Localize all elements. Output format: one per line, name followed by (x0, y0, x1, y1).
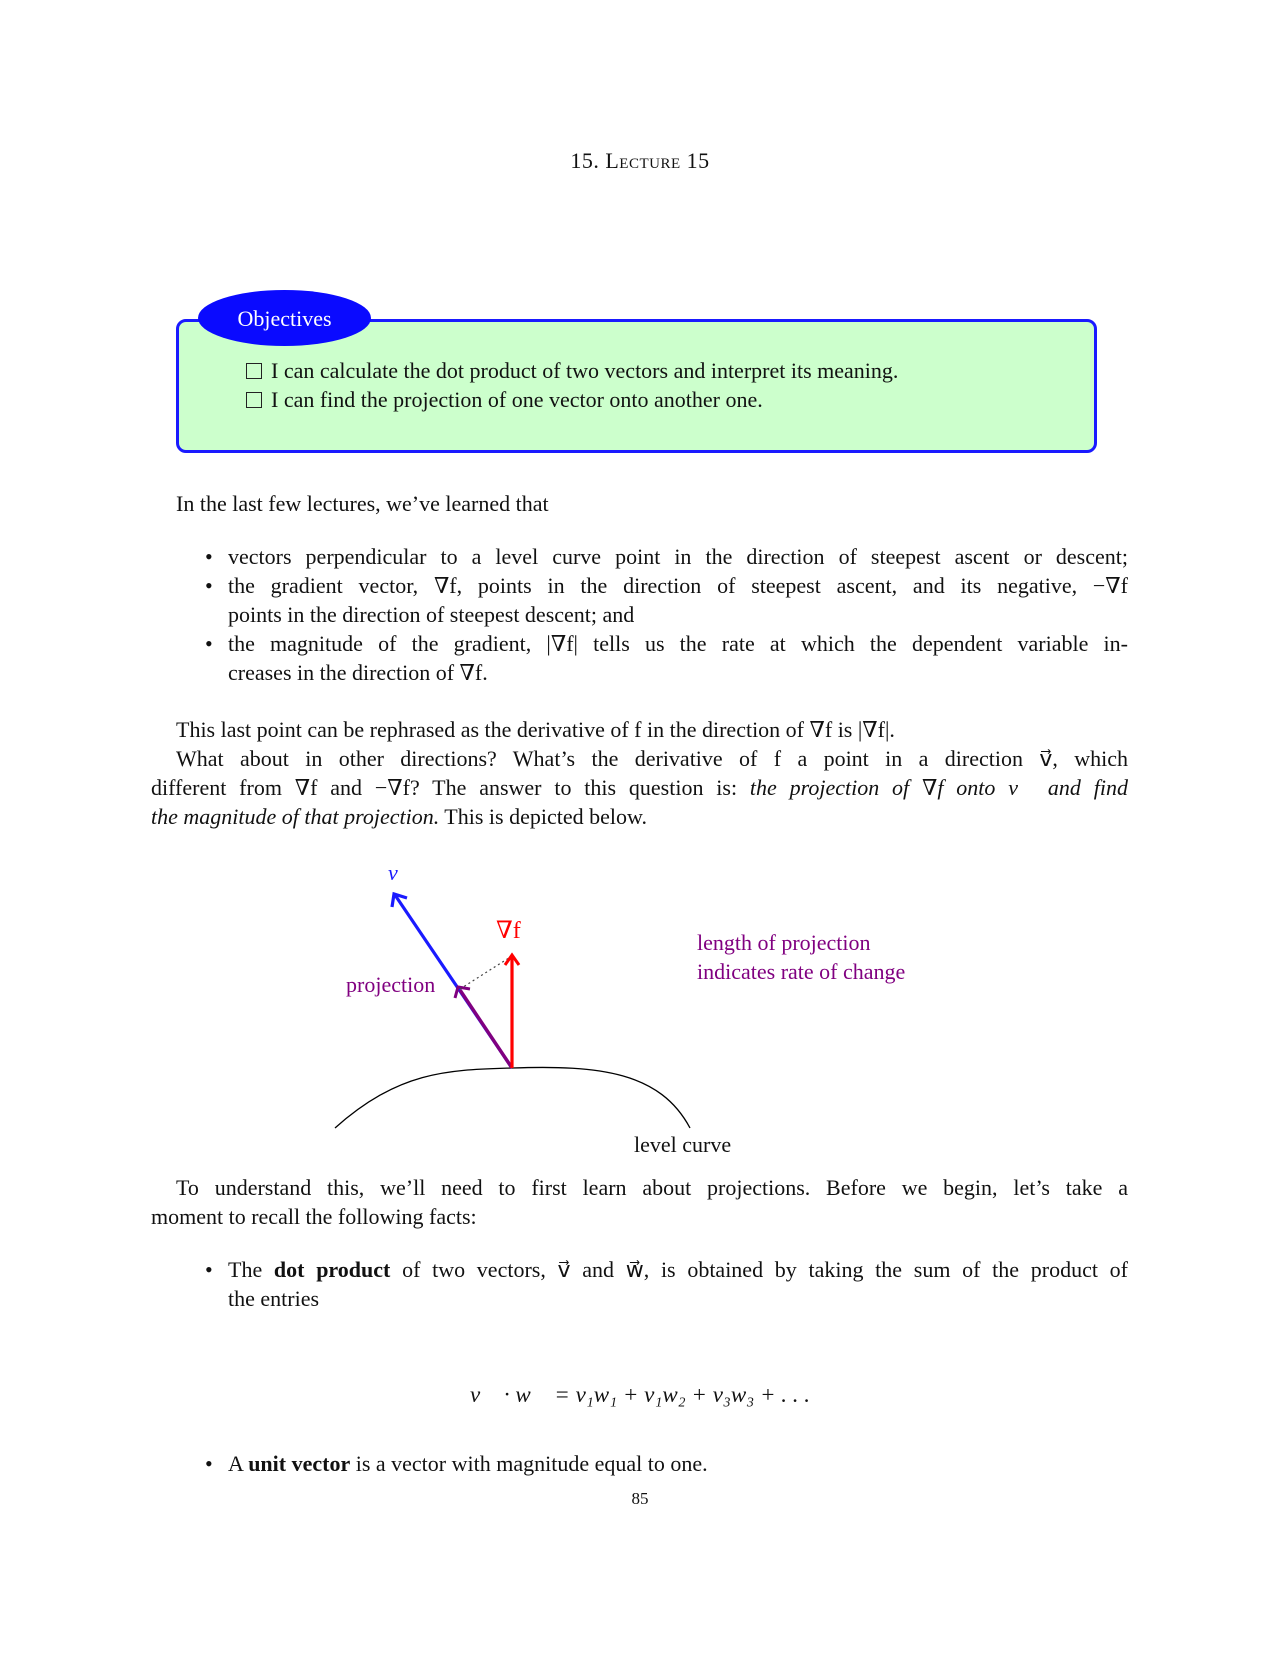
projection-guide (460, 956, 512, 989)
bullet-icon: • (205, 544, 213, 569)
bullet-icon: • (205, 631, 213, 656)
bullet-icon: • (205, 573, 213, 598)
paragraph-line: moment to recall the following facts: (151, 1204, 477, 1229)
paragraph-emphasis: the magnitude of that projection. (151, 804, 440, 829)
page-header (0, 146, 1280, 175)
section-title: Lecture 15 (605, 148, 710, 173)
projection-label: projection (346, 972, 436, 997)
objective-item (246, 385, 763, 414)
v-label: v⃗ (388, 860, 415, 885)
paragraph-text: This is depicted below. (439, 804, 647, 829)
note-line: indicates rate of change (697, 959, 906, 984)
paragraph-line (151, 773, 1128, 802)
paragraph-emphasis: the projection of ∇f onto v⃗ and find (749, 775, 1128, 800)
bullet-text: points in the direction of steepest descent; and (228, 602, 635, 627)
note-line: length of projection (697, 930, 871, 955)
level-curve-label: level curve (634, 1132, 732, 1157)
objective-item (246, 356, 898, 385)
bullet-text: the magnitude of the gradient, |∇f| tells us the rate at which the dependent variable in- (228, 631, 1128, 656)
section-number: 15. (570, 148, 600, 173)
paragraph-line: To understand this, we’ll need to first learn about projections. Before we begin, let’s take a (176, 1175, 1128, 1200)
dot-product-equation: v⃗ · w⃗ = v₁w₁ + v₁w₂ + v₃w₃ + . . . (469, 1382, 811, 1407)
objectives-badge (198, 290, 371, 346)
intro-paragraph: In the last few lectures, we’ve learned that (176, 491, 549, 516)
bullet-text: the gradient vector, ∇f, points in the direction of steepest ascent, and its negative, −∇f (228, 573, 1128, 598)
objective-text: I can calculate the dot product of two vectors and interpret its meaning. (271, 358, 899, 383)
bullet-text (228, 1255, 1128, 1284)
paragraph-text: different from ∇f and −∇f? The answer to this question is: (151, 775, 750, 800)
paragraph-line (151, 802, 1128, 831)
bullet-text: vectors perpendicular to a level curve point in the direction of steepest ascent or descent; (228, 544, 1128, 569)
objectives-badge-label: Objectives (237, 305, 332, 331)
paragraph-line: This last point can be rephrased as the derivative of f in the direction of ∇f is |∇f|. (176, 717, 895, 742)
projection-figure (0, 850, 1280, 1180)
objective-text: I can find the projection of one vector onto another one. (271, 387, 763, 412)
paragraph-line: What about in other directions? What’s the derivative of f a point in a direction v⃗, which (176, 746, 1128, 771)
projection-segment (460, 990, 512, 1068)
bullet-text-part: is a vector with magnitude equal to one. (350, 1451, 708, 1476)
bullet-text: creases in the direction of ∇f. (228, 660, 488, 685)
checkbox-icon[interactable] (246, 392, 262, 408)
term-dot-product: dot product (273, 1257, 391, 1282)
bullet-text-part: of two vectors, v⃗ and w⃗, is obtained by taking the sum of the product of (390, 1257, 1128, 1282)
bullet-text-part: The (228, 1257, 274, 1282)
bullet-icon: • (205, 1257, 213, 1282)
term-unit-vector: unit vector (248, 1451, 351, 1476)
page-number: 85 (631, 1489, 649, 1508)
checkbox-icon[interactable] (246, 363, 262, 379)
bullet-text: the entries (228, 1286, 320, 1311)
bullet-text (228, 1449, 1128, 1478)
bullet-icon: • (205, 1451, 213, 1476)
bullet-text-part: A (228, 1451, 249, 1476)
level-curve (335, 1067, 690, 1128)
gradient-label: ∇f (496, 918, 521, 944)
